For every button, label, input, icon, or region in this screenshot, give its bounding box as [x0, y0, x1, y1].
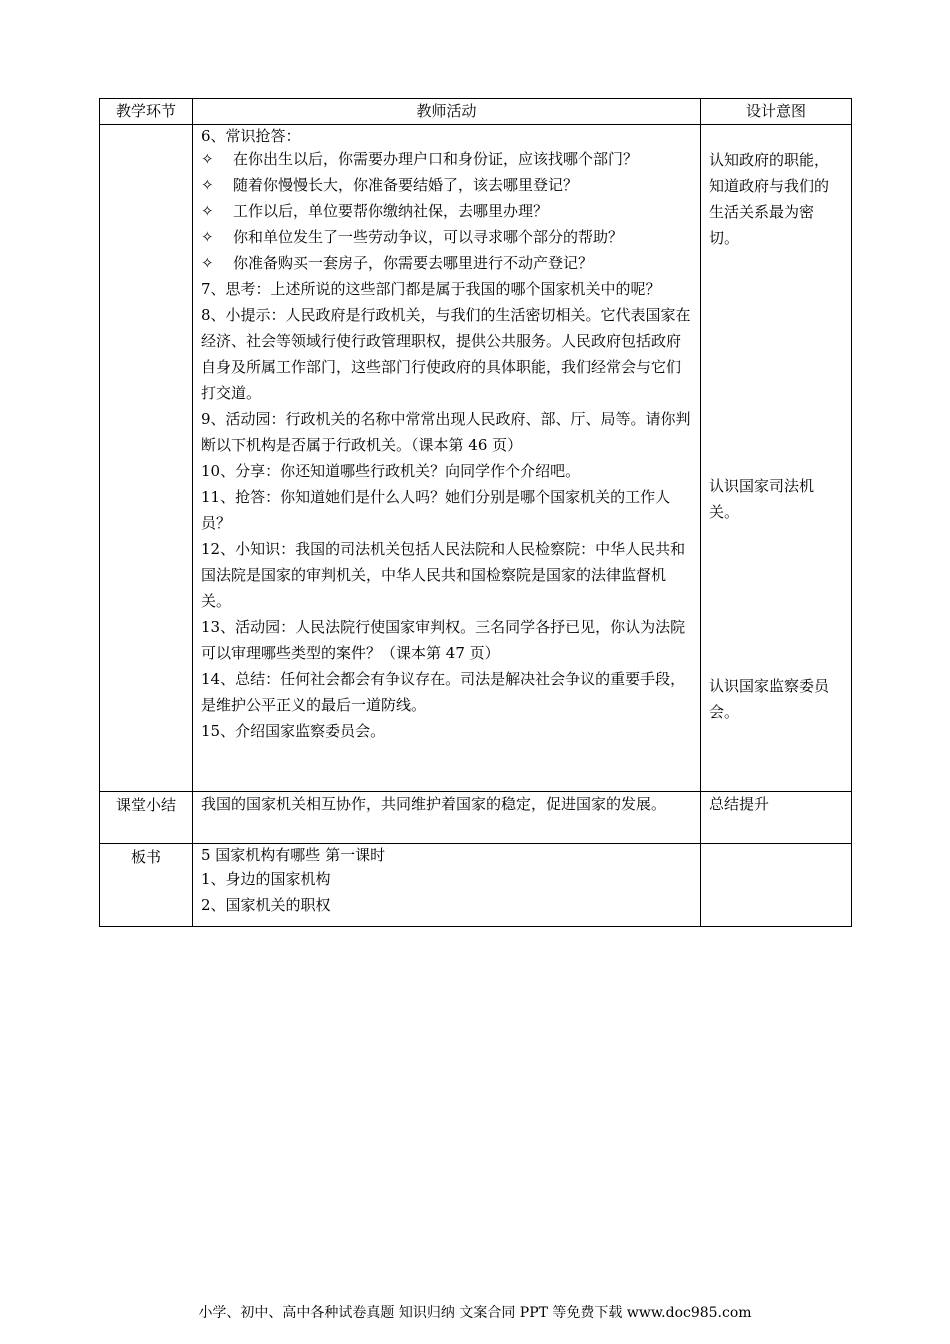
diamond-bullet-icon: ✧: [201, 254, 214, 272]
activity-item-12: 12、小知识：我国的司法机关包括人民法院和人民检察院：中华人民共和国法院是国家的审判机关，中华人民共和国检察院是国家的法律监督机关。: [201, 540, 686, 610]
summary-text: 我国的国家机关相互协作，共同维护着国家的稳定，促进国家的发展。: [193, 792, 701, 844]
summary-intent: 总结提升: [701, 792, 852, 844]
header-teacher-activity: 教师活动: [193, 99, 701, 125]
bullet-text: 在你出生以后，你需要办理户口和身份证，应该找哪个部门？: [233, 150, 639, 168]
header-stage: 教学环节: [100, 99, 193, 125]
bullet-item: [201, 224, 692, 250]
activity-item-8: 8、小提示：人民政府是行政机关，与我们的生活密切相关。它代表国家在经济、社会等领域行使行政管理职权，提供公共服务。人民政府包括政府自身及所属工作部门，这些部门行使政府的具体职能，我们经常会与它们打交道。: [201, 306, 691, 402]
page-footer: 小学、初中、高中各种试卷真题 知识归纳 文案合同 PPT 等免费下载 www.doc985.com: [198, 1305, 752, 1321]
summary-label: 课堂小结: [100, 792, 193, 844]
diamond-bullet-icon: ✧: [201, 202, 214, 220]
activity-item-14: 14、总结：任何社会都会有争议存在。司法是解决社会争议的重要手段，是维护公平正义的最后一道防线。: [201, 670, 686, 714]
header-row: [100, 99, 852, 125]
activity-item-10: 10、分享：你还知道哪些行政机关？向同学作个介绍吧。: [201, 462, 581, 480]
activity-item-6: 6、常识抢答：: [201, 127, 301, 145]
diamond-bullet-icon: ✧: [201, 228, 214, 246]
activity-row: [100, 125, 852, 792]
intent-government: 认知政府的职能，知道政府与我们的生活关系最为密切。: [709, 151, 830, 247]
bullet-text: 你和单位发生了一些劳动争议，可以寻求哪个部分的帮助？: [233, 228, 624, 246]
bullet-text: 工作以后，单位要帮你缴纳社保，去哪里办理？: [233, 202, 549, 220]
activity-item-9: 9、活动园：行政机关的名称中常常出现人民政府、部、厅、局等。请你判断以下机构是否属于行政机关。（课本第 46 页）: [201, 410, 691, 454]
bullet-item: [201, 250, 692, 276]
intent-judicial: 认识国家司法机关。: [709, 477, 815, 521]
header-design-intent: 设计意图: [701, 99, 852, 125]
board-line: 2、国家机关的职权: [201, 896, 331, 914]
diamond-bullet-icon: ✧: [201, 176, 214, 194]
activity-item-13: 13、活动园：人民法院行使国家审判权。三名同学各抒已见，你认为法院可以审理哪些类型的案件？（课本第 47 页）: [201, 618, 686, 662]
activity-stage-cell: [100, 125, 193, 792]
board-line: 1、身边的国家机构: [201, 870, 331, 888]
bullet-item: [201, 172, 692, 198]
summary-row: [100, 792, 852, 844]
board-line: 5 国家机构有哪些 第一课时: [201, 846, 386, 864]
activity-item-7: 7、思考：上述所说的这些部门都是属于我国的哪个国家机关中的呢？: [201, 280, 661, 298]
bullet-item: [201, 198, 692, 224]
board-cell: [193, 844, 701, 927]
intent-supervision: 认识国家监察委员会。: [709, 677, 830, 721]
activity-item-15: 15、介绍国家监察委员会。: [201, 722, 386, 740]
bullet-item: [201, 146, 692, 172]
diamond-bullet-icon: ✧: [201, 150, 214, 168]
bullet-text: 随着你慢慢长大，你准备要结婚了，该去哪里登记？: [233, 176, 579, 194]
bullet-text: 你准备购买一套房子，你需要去哪里进行不动产登记？: [233, 254, 594, 272]
intent-cell: [701, 125, 852, 792]
lesson-plan-table: [99, 98, 852, 927]
board-intent-cell: [701, 844, 852, 927]
board-row: [100, 844, 852, 927]
activity-cell: [193, 125, 701, 792]
board-label: 板书: [100, 844, 193, 927]
activity-item-11: 11、抢答：你知道她们是什么人吗？她们分别是哪个国家机关的工作人员？: [201, 488, 671, 532]
